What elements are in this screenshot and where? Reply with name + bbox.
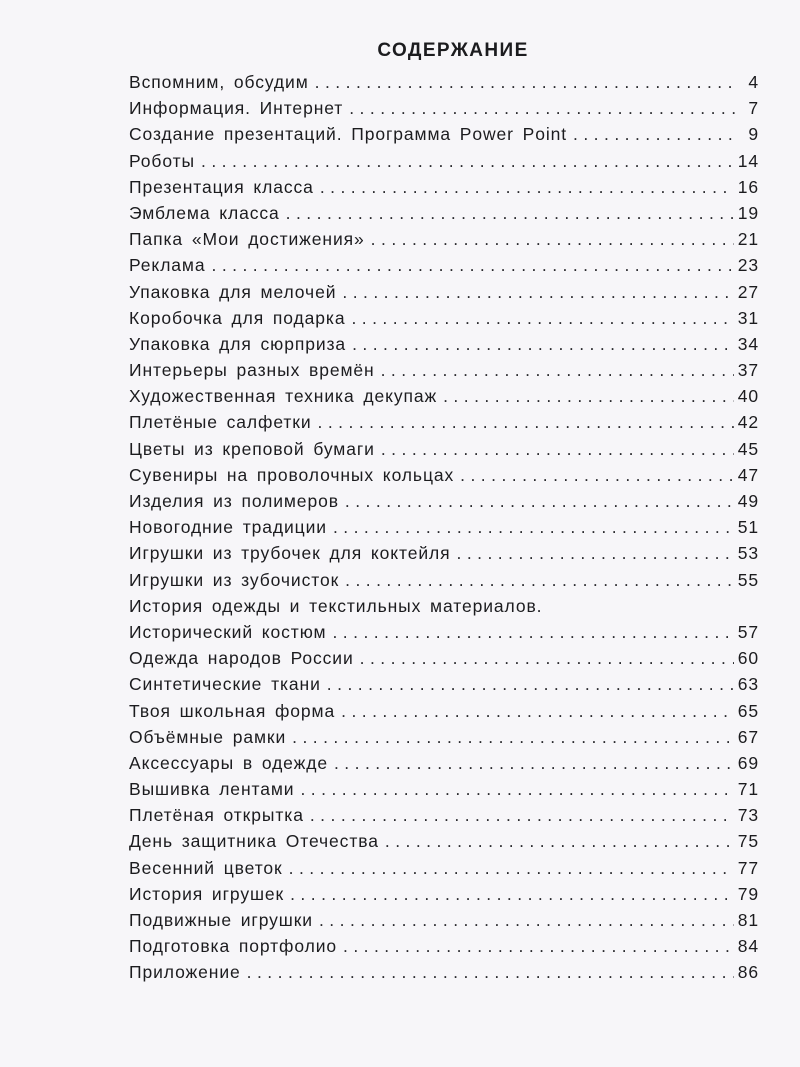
toc-entry	[129, 543, 759, 569]
toc-entry-label: Весенний цветок	[129, 857, 283, 878]
dot-leader	[292, 727, 734, 748]
dot-leader	[327, 674, 734, 695]
toc-entry	[129, 727, 759, 753]
toc-entry-label: День защитника Отечества	[129, 831, 379, 852]
toc-entry	[129, 72, 759, 98]
toc-entry-label: Исторический костюм	[129, 621, 327, 642]
toc-entry-label: Презентация класса	[129, 176, 314, 197]
toc-entry-page: 84	[737, 936, 759, 957]
dot-leader	[289, 858, 734, 879]
toc-entry	[129, 517, 759, 543]
dot-leader	[342, 282, 733, 303]
toc-entry-page: 9	[748, 124, 759, 145]
toc-entry-page: 37	[737, 360, 759, 381]
toc-entry-label: История одежды и текстильных материалов.	[129, 595, 543, 616]
toc-entry-label: Игрушки из зубочисток	[129, 569, 340, 590]
toc-entry-label: Аксессуары в одежде	[129, 752, 328, 773]
toc-entry-page: 55	[737, 569, 759, 590]
dot-leader	[286, 203, 734, 224]
toc-entry-page: 75	[737, 831, 759, 852]
toc-entry	[129, 570, 759, 596]
toc-entry-label: Вспомним, обсудим	[129, 72, 309, 92]
toc-entry-label: Эмблема класса	[129, 202, 280, 223]
dot-leader	[352, 334, 734, 355]
toc-entry-page: 47	[737, 464, 759, 485]
dot-leader	[345, 491, 734, 512]
toc-entry	[129, 412, 759, 438]
dot-leader	[457, 543, 734, 564]
toc-entry-page: 77	[737, 857, 759, 878]
toc-entry	[129, 229, 759, 255]
dot-leader	[343, 936, 734, 957]
toc-entry-label: Игрушки из трубочек для коктейля	[129, 543, 451, 564]
toc-entry-label: Интерьеры разных времён	[129, 360, 375, 381]
toc-entry	[129, 805, 759, 831]
toc-entry-page: 81	[737, 910, 759, 930]
dot-leader	[300, 779, 733, 800]
dot-leader	[310, 805, 734, 826]
toc-entry-page: 79	[737, 883, 759, 904]
toc-entry-label: Реклама	[129, 255, 206, 276]
toc-entry-page: 86	[737, 962, 759, 983]
toc-entry-label: Новогодние традиции	[129, 517, 327, 538]
toc-entry	[129, 753, 759, 779]
page-title: СОДЕРЖАНИЕ	[377, 40, 529, 61]
toc-entry-page: 14	[737, 150, 759, 171]
dot-leader	[320, 177, 734, 198]
dot-leader	[443, 386, 734, 407]
toc-entry-page: 49	[737, 491, 759, 511]
toc-entry-label: Одежда народов России	[129, 648, 354, 669]
toc-entry	[129, 674, 759, 700]
toc-entry-label: История игрушек	[129, 883, 285, 904]
toc-entry	[129, 936, 759, 962]
toc-entry-page: 31	[737, 307, 759, 328]
toc-entry-label: Упаковка для сюрприза	[129, 333, 347, 354]
toc-entry	[129, 491, 759, 517]
toc-entry	[129, 779, 759, 805]
toc-entry-label: Информация. Интернет	[129, 98, 344, 119]
toc-entry-label: Сувениры на проволочных кольцах	[129, 464, 455, 485]
toc-entry-page: 42	[737, 412, 759, 433]
toc-entry-page: 4	[748, 72, 759, 92]
toc-entry-page: 34	[737, 333, 759, 354]
toc-entry	[129, 962, 759, 988]
dot-leader	[351, 308, 733, 329]
toc-entry	[129, 334, 759, 360]
table-of-contents	[129, 72, 759, 989]
toc-entry	[129, 622, 759, 648]
dot-leader	[573, 124, 735, 145]
toc-entry-page: 40	[737, 386, 759, 407]
toc-entry-label: Художественная техника декупаж	[129, 386, 438, 407]
toc-entry-page: 45	[737, 438, 759, 459]
dot-leader	[341, 701, 734, 722]
toc-entry-label: Подвижные игрушки	[129, 910, 313, 930]
toc-entry-label: Упаковка для мелочей	[129, 281, 337, 302]
toc-entry-page: 53	[737, 543, 759, 564]
dot-leader	[345, 570, 734, 591]
toc-entry-label: Подготовка портфолио	[129, 936, 338, 957]
toc-entry	[129, 465, 759, 491]
toc-entry-label: Цветы из креповой бумаги	[129, 438, 375, 459]
toc-entry	[129, 386, 759, 412]
toc-entry	[129, 701, 759, 727]
toc-entry-page: 27	[737, 281, 759, 302]
toc-entry	[129, 360, 759, 386]
toc-entry-label: Плетёные салфетки	[129, 412, 312, 433]
toc-entry	[129, 98, 759, 124]
toc-entry-label: Роботы	[129, 150, 196, 171]
toc-entry-page: 65	[737, 700, 759, 721]
toc-entry-page: 7	[748, 98, 759, 119]
toc-entry-label: Создание презентаций. Программа Power Point	[129, 124, 568, 145]
toc-entry-page: 23	[737, 255, 759, 276]
toc-entry-page: 21	[737, 229, 759, 250]
toc-entry-label: Плетёная открытка	[129, 805, 304, 826]
dot-leader	[318, 412, 734, 433]
toc-entry-page: 67	[737, 726, 759, 747]
dot-leader	[334, 753, 734, 774]
toc-entry-page: 71	[737, 779, 759, 800]
toc-entry-page: 51	[737, 517, 759, 538]
dot-leader	[290, 884, 734, 905]
toc-entry	[129, 439, 759, 465]
toc-entry-page: 60	[737, 648, 759, 669]
dot-leader	[460, 465, 734, 486]
toc-entry-page: 57	[737, 621, 759, 642]
dot-leader	[360, 648, 734, 669]
toc-entry-page: 19	[737, 202, 759, 223]
toc-entry	[129, 884, 759, 910]
dot-leader	[371, 229, 734, 250]
dot-leader	[332, 622, 733, 643]
toc-entry-label: Твоя школьная форма	[129, 700, 336, 721]
toc-entry-page: 73	[737, 805, 759, 826]
toc-entry	[129, 308, 759, 334]
toc-section-heading	[129, 596, 759, 622]
toc-entry	[129, 910, 759, 936]
dot-leader	[315, 72, 735, 93]
toc-entry-label: Папка «Мои достижения»	[129, 229, 365, 250]
dot-leader	[349, 98, 735, 119]
dot-leader	[201, 151, 734, 172]
toc-entry-page: 63	[737, 674, 759, 695]
dot-leader	[319, 910, 734, 931]
dot-leader	[212, 255, 734, 276]
dot-leader	[381, 439, 734, 460]
toc-entry	[129, 151, 759, 177]
dot-leader	[333, 517, 734, 538]
dot-leader	[247, 962, 734, 983]
toc-entry	[129, 282, 759, 308]
toc-entry	[129, 858, 759, 884]
toc-entry-label: Синтетические ткани	[129, 674, 321, 695]
dot-leader	[385, 831, 734, 852]
toc-entry	[129, 124, 759, 150]
toc-entry-label: Вышивка лентами	[129, 779, 295, 800]
toc-entry	[129, 648, 759, 674]
toc-entry-label: Объёмные рамки	[129, 726, 287, 747]
toc-entry	[129, 177, 759, 203]
toc-entry-label: Приложение	[129, 962, 241, 983]
toc-entry-label: Изделия из полимеров	[129, 491, 339, 511]
toc-entry	[129, 203, 759, 229]
toc-entry	[129, 255, 759, 281]
toc-entry	[129, 831, 759, 857]
toc-entry-page: 69	[737, 752, 759, 773]
dot-leader	[381, 360, 734, 381]
toc-entry-page: 16	[737, 176, 759, 197]
toc-entry-label: Коробочка для подарка	[129, 307, 346, 328]
